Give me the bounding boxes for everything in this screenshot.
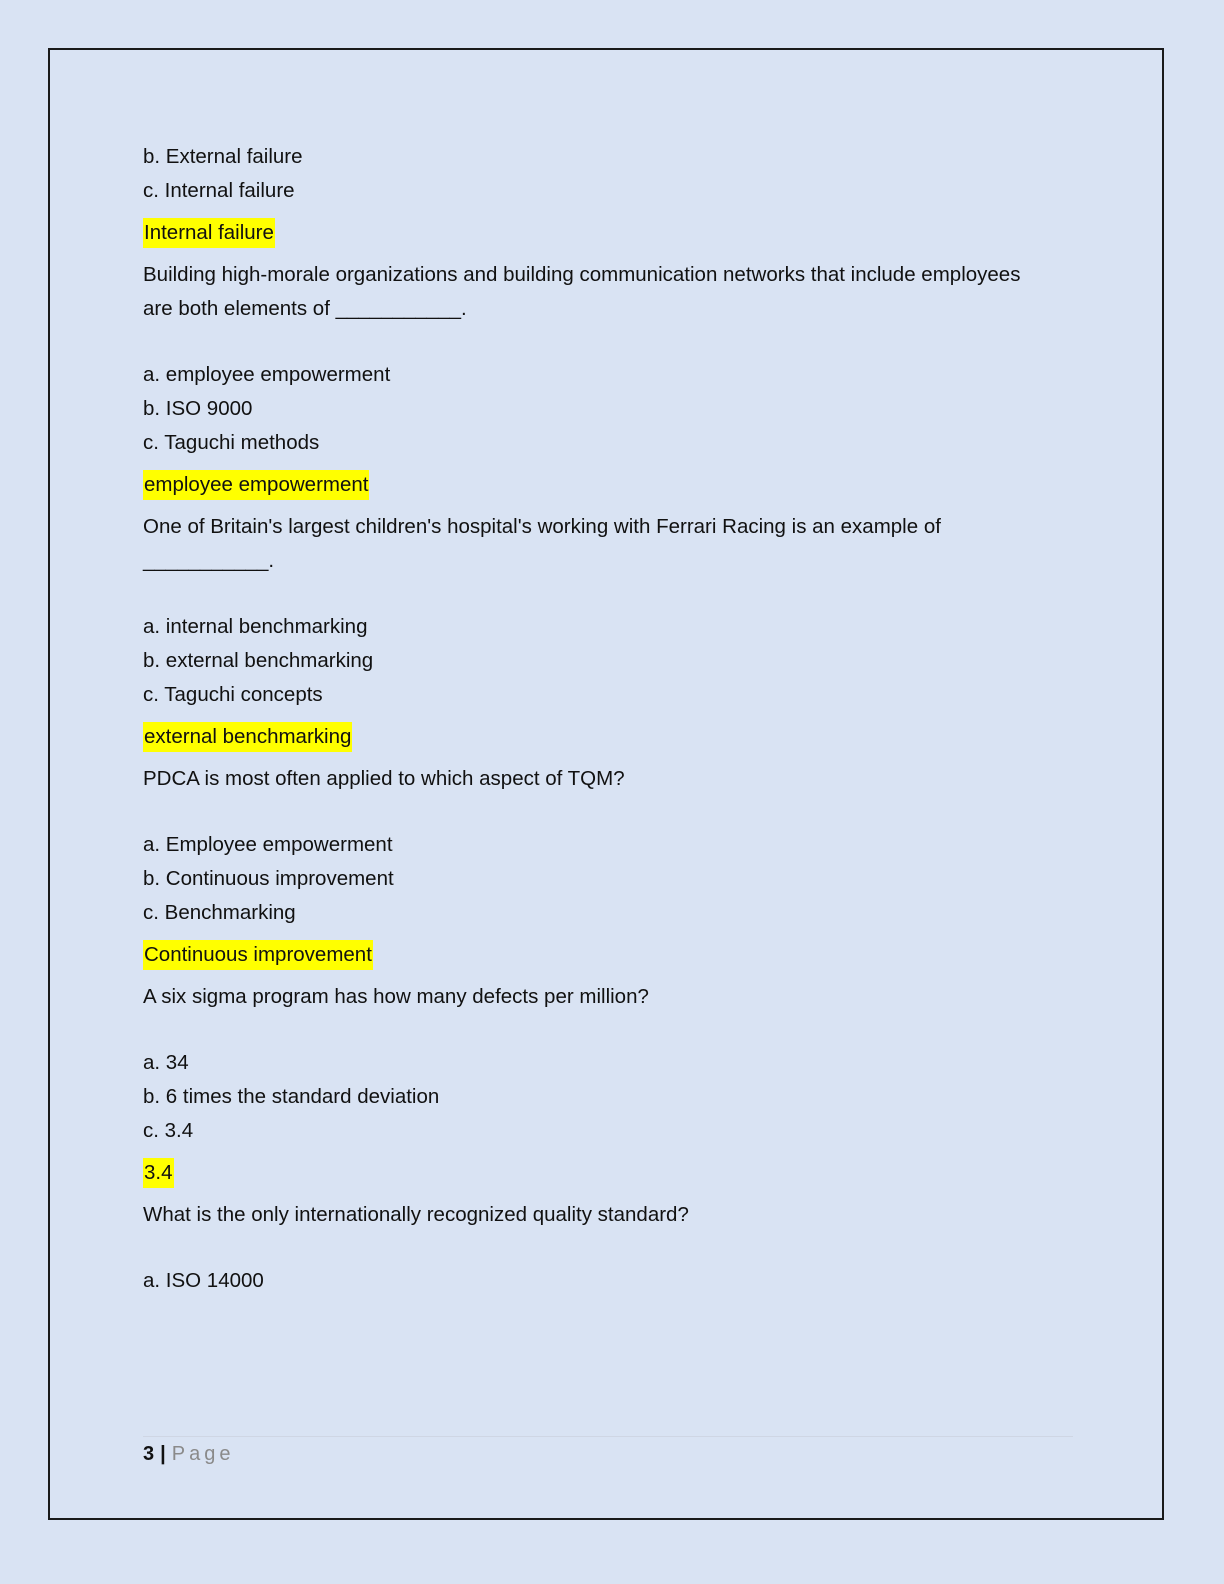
option-text: a. ISO 14000 [143, 1269, 264, 1292]
highlighted-answer: 3.4 [143, 1158, 174, 1188]
option-text: c. Internal failure [143, 179, 295, 202]
page-number: 3 [143, 1443, 155, 1465]
question-text: What is the only internationally recognized quality standard? [143, 1203, 689, 1226]
highlighted-answer: employee empowerment [143, 470, 369, 500]
question-text: PDCA is most often applied to which aspect of TQM? [143, 767, 625, 790]
option-text: a. Employee empowerment [143, 833, 393, 856]
option-text: c. Taguchi concepts [143, 683, 323, 706]
option-text: b. External failure [143, 145, 303, 168]
answer-row [143, 1156, 1023, 1190]
option-text: b. Continuous improvement [143, 867, 394, 890]
page-footer [143, 1440, 234, 1468]
option-text: b. ISO 9000 [143, 397, 253, 420]
option-text: c. Taguchi methods [143, 431, 320, 454]
option-text: c. Benchmarking [143, 901, 296, 924]
option-text: b. external benchmarking [143, 649, 374, 672]
option-text: b. 6 times the standard deviation [143, 1085, 440, 1108]
footer-divider [143, 1436, 1073, 1437]
footer-separator: | [160, 1443, 166, 1465]
answer-row [143, 468, 1023, 502]
option-text: c. 3.4 [143, 1119, 194, 1142]
option-text: a. internal benchmarking [143, 615, 368, 638]
question-text: A six sigma program has how many defects per million? [143, 985, 649, 1008]
highlighted-answer: external benchmarking [143, 722, 352, 752]
answer-row [143, 216, 1023, 250]
option-text: a. employee empowerment [143, 363, 391, 386]
question-text: One of Britain's largest children's hospital's working with Ferrari Racing is an example of ___________. [143, 515, 941, 572]
answer-row [143, 720, 1023, 754]
option-text: a. 34 [143, 1051, 189, 1074]
question-text: Building high-morale organizations and building communication networks that include employees are both elements of ___________. [143, 263, 1021, 320]
highlighted-answer: Continuous improvement [143, 940, 373, 970]
page-label: Page [171, 1443, 235, 1465]
answer-row [143, 938, 1023, 972]
highlighted-answer: Internal failure [143, 218, 275, 248]
document-content [143, 140, 1023, 1298]
